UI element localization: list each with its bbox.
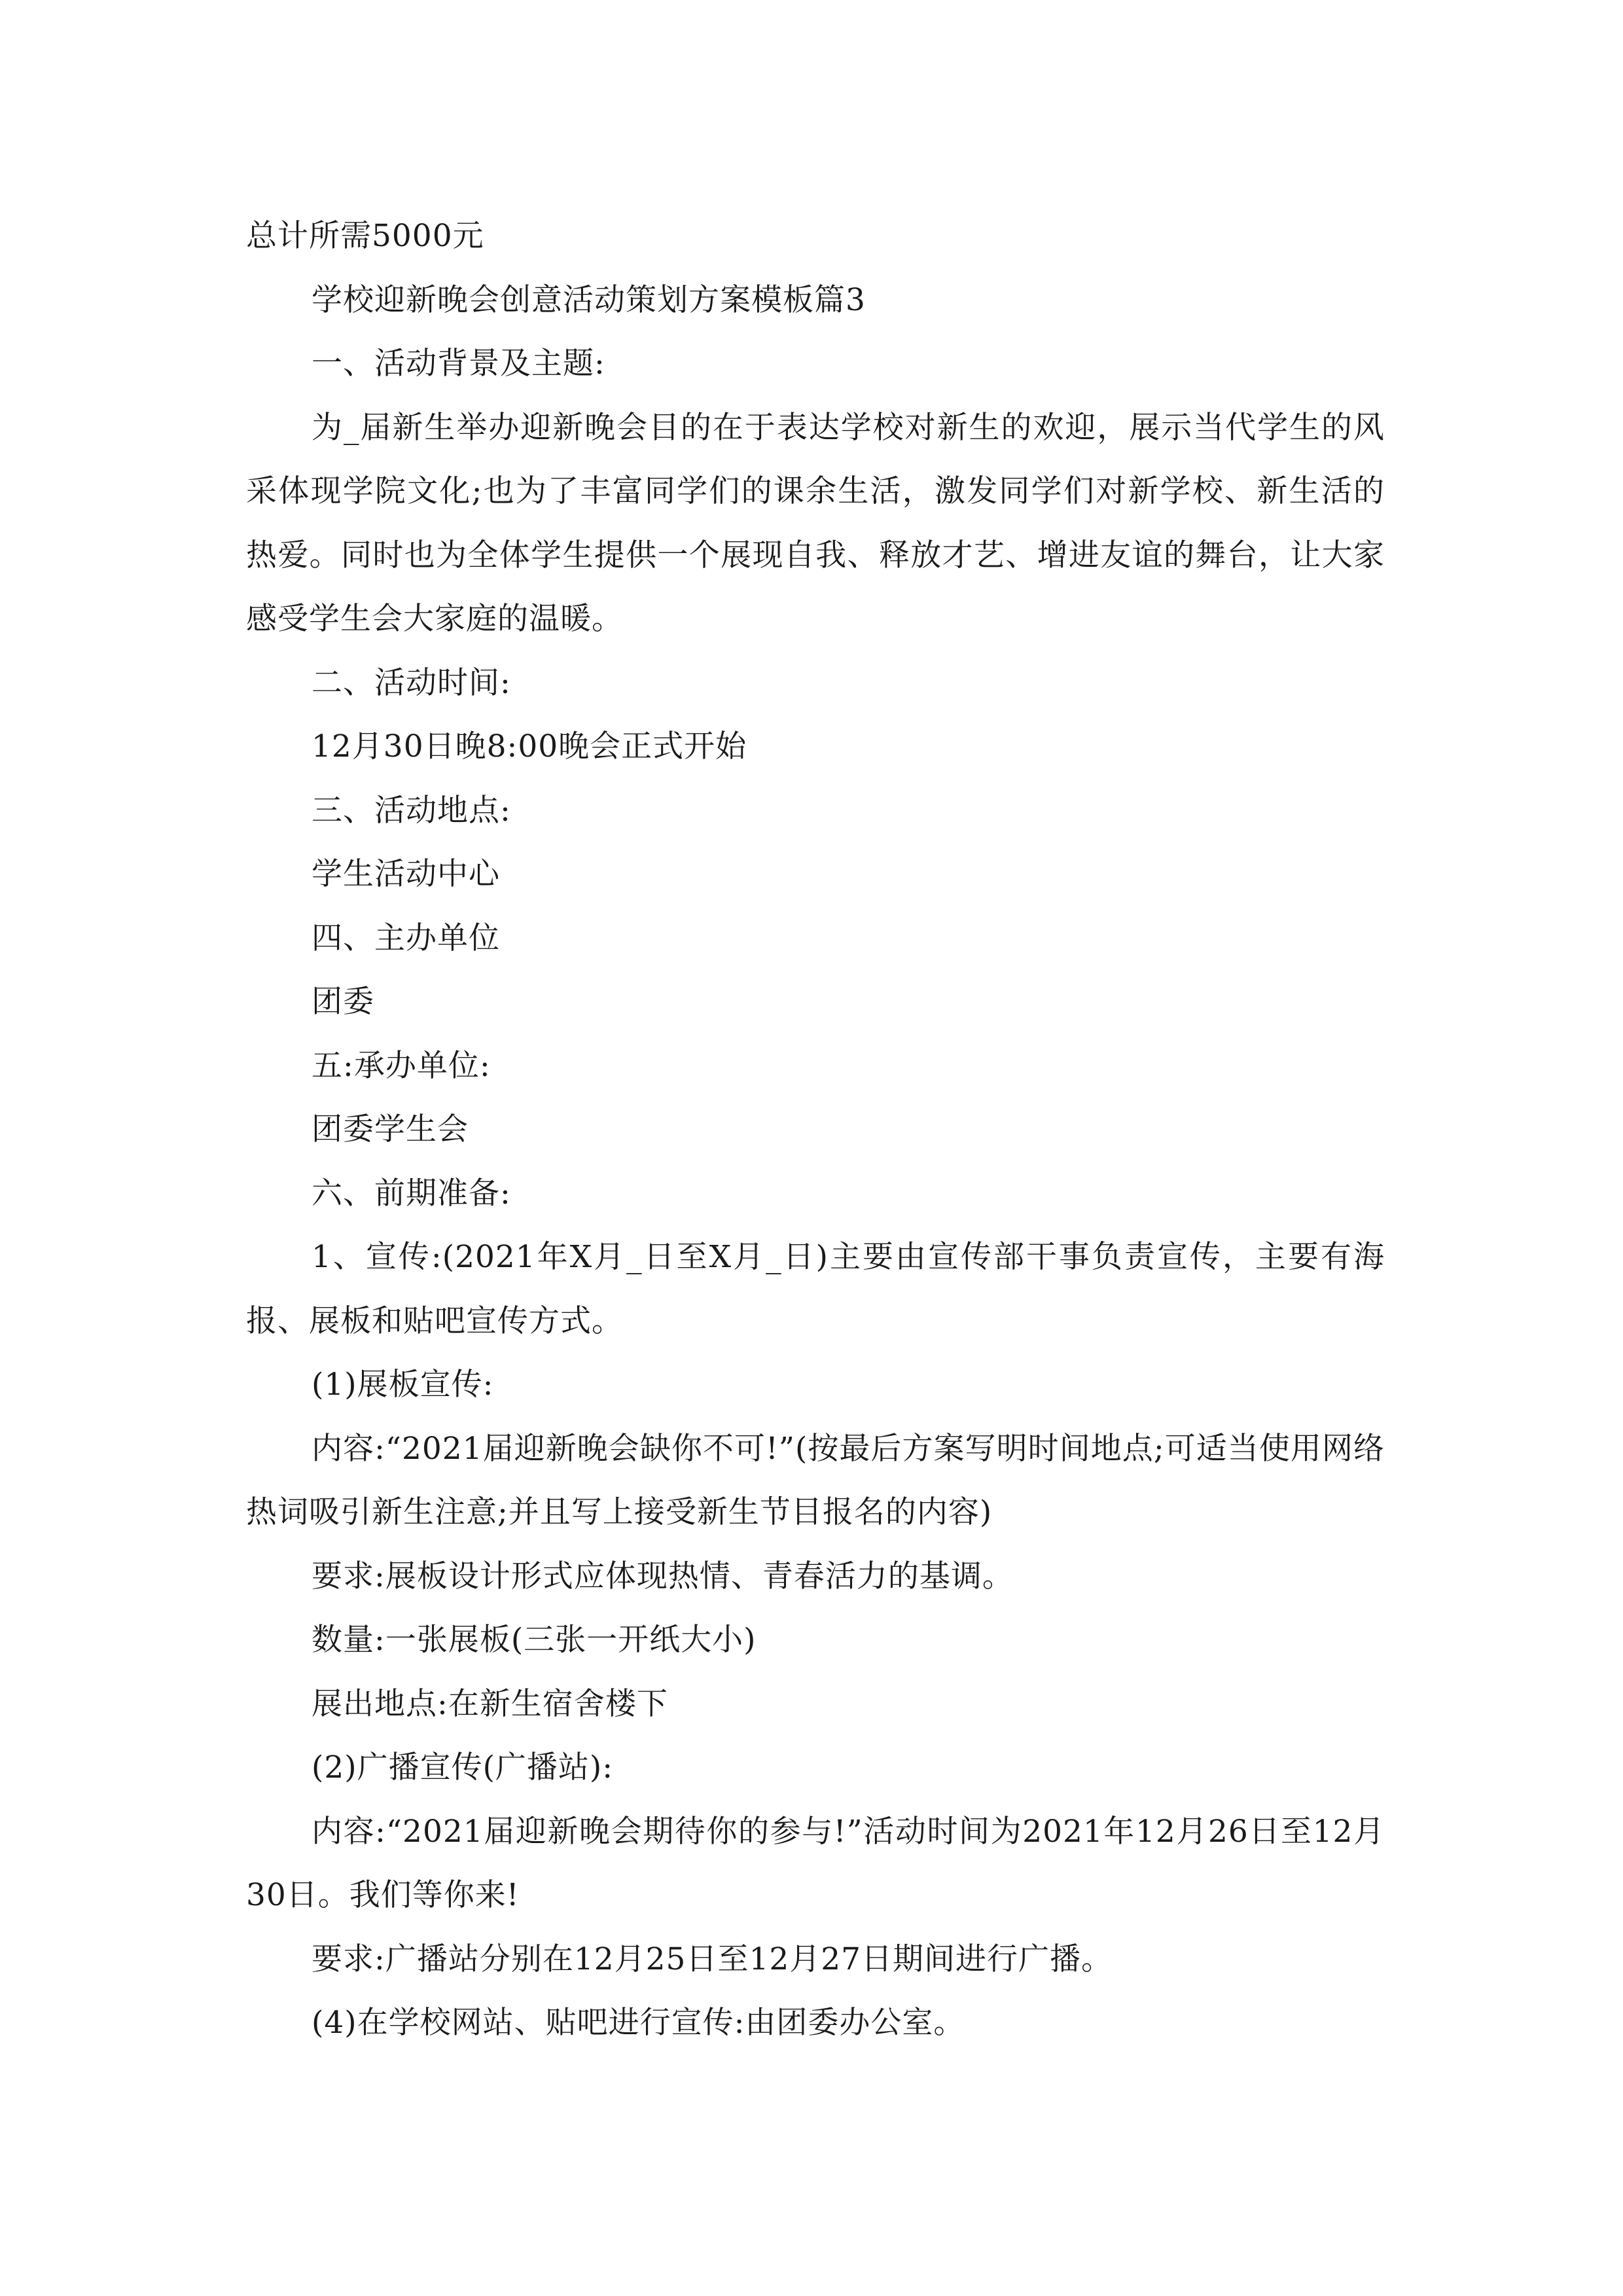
heading-background: 一、活动背景及主题:: [312, 346, 605, 382]
heading-time: 二、活动时间:: [312, 664, 511, 701]
budget-total-line: 总计所需5000元: [246, 218, 484, 254]
paragraph-background: 为_届新生举办迎新晚会目的在于表达学校对新生的欢迎，展示当代学生的风采体现学院文化;也为了丰富同学们的课余生活，激发同学们对新学校、新生活的热爱。同时也为全体学生提供一个展现自我、释放才艺、增进友谊的舞台，让大家感受学生会大家庭的温暖。: [246, 409, 1385, 637]
section-title: 学校迎新晚会创意活动策划方案模板篇3: [312, 281, 866, 318]
heading-board-publicity: (1)展板宣传:: [312, 1367, 494, 1403]
heading-broadcast-publicity: (2)广播宣传(广播站):: [312, 1749, 614, 1785]
text-board-requirement: 要求:展板设计形式应体现热情、青春活力的基调。: [312, 1558, 1014, 1594]
text-time: 12月30日晚8:00晚会正式开始: [312, 728, 747, 764]
text-host: 团委: [312, 984, 374, 1020]
text-location: 学生活动中心: [312, 856, 500, 892]
text-board-location: 展出地点:在新生宿舍楼下: [312, 1685, 668, 1722]
heading-host: 四、主办单位: [312, 920, 500, 956]
text-website-publicity: (4)在学校网站、贴吧进行宣传:由团委办公室。: [312, 2005, 965, 2041]
heading-location: 三、活动地点:: [312, 792, 511, 829]
paragraph-publicity: 1、宣传:(2021年X月_日至X月_日)主要由宣传部干事负责宣传，主要有海报、展板和贴吧宣传方式。: [246, 1239, 1385, 1339]
paragraph-broadcast-content: 内容:“2021届迎新晚会期待你的参与!”活动时间为2021年12月26日至12月30日。我们等你来!: [246, 1813, 1385, 1913]
document-body: [246, 204, 1385, 2055]
paragraph-board-content: 内容:“2021届迎新晚会缺你不可!”(按最后方案写明时间地点;可适当使用网络热词吸引新生注意;并且写上接受新生节目报名的内容): [246, 1430, 1385, 1530]
heading-preparation: 六、前期准备:: [312, 1175, 511, 1211]
heading-organizer: 五:承办单位:: [312, 1047, 491, 1084]
text-board-quantity: 数量:一张展板(三张一开纸大小): [312, 1622, 757, 1658]
text-broadcast-requirement: 要求:广播站分别在12月25日至12月27日期间进行广播。: [312, 1941, 1113, 1977]
text-organizer: 团委学生会: [312, 1111, 469, 1147]
